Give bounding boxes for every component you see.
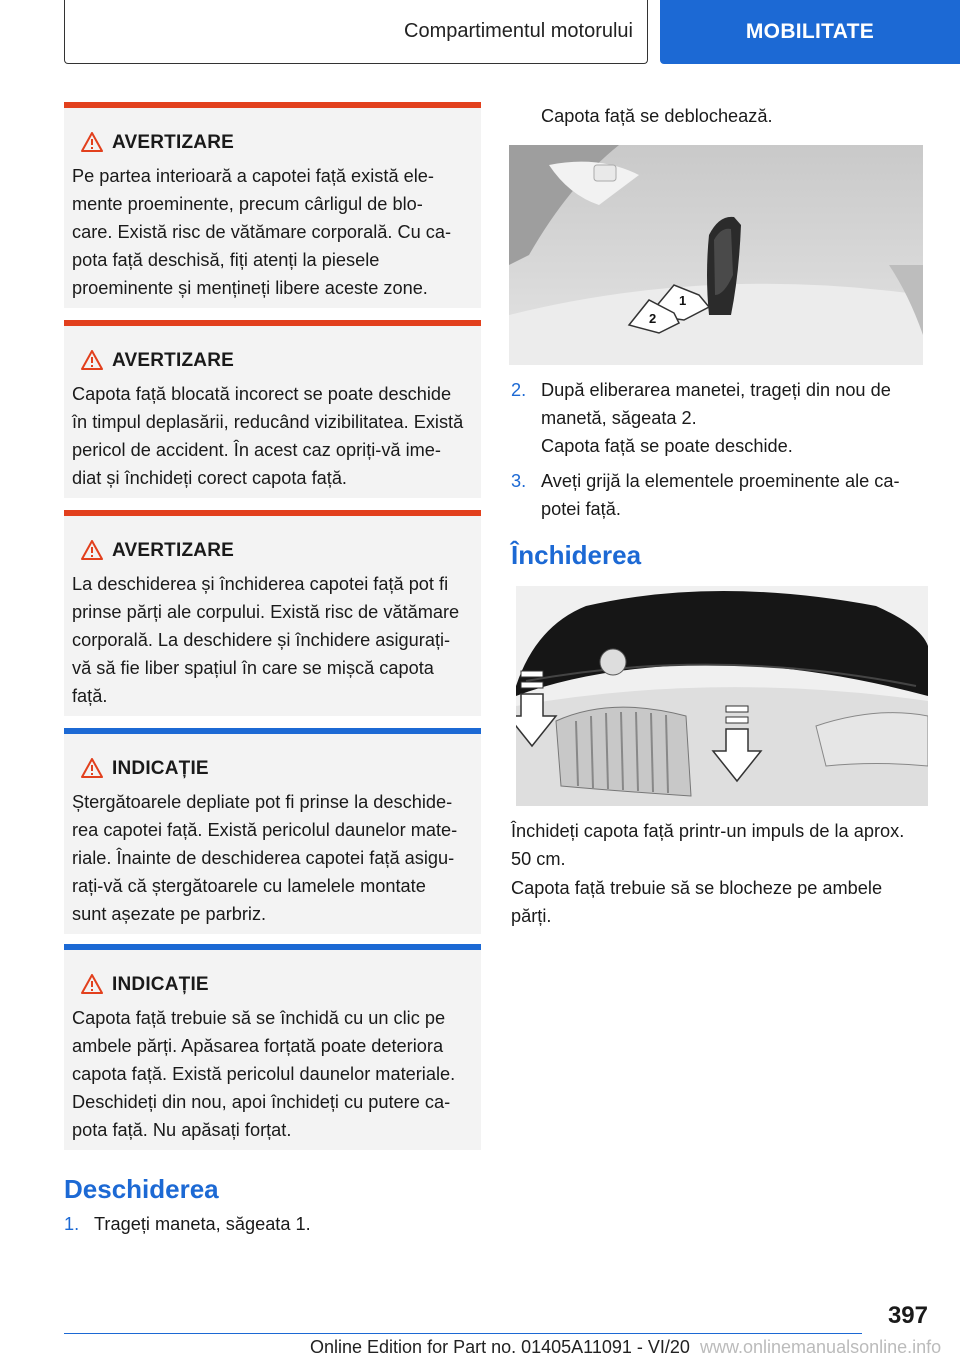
section-title: Compartimentul motorului <box>404 20 633 42</box>
warning-box <box>64 102 481 308</box>
info-box <box>64 728 481 934</box>
step-2 <box>511 376 891 432</box>
warning-triangle-icon <box>72 132 112 154</box>
warning-triangle-icon <box>72 974 112 996</box>
watermark[interactable]: www.onlinemanualsonline.info <box>700 1337 942 1357</box>
step-number: 1. <box>64 1214 80 1234</box>
step-text: Trageți maneta, săgeata 1. <box>94 1214 311 1234</box>
heading-closing: Închiderea <box>511 540 642 570</box>
note-title: AVERTIZARE <box>112 350 234 371</box>
step-number: 2. <box>511 380 527 400</box>
hood-release-lever-image <box>509 145 923 365</box>
chapter-title: MOBILITATE <box>745 20 875 43</box>
step-number: 3. <box>511 471 527 491</box>
note-title: AVERTIZARE <box>112 132 234 153</box>
note-title: INDICAȚIE <box>112 974 209 995</box>
warning-box <box>64 320 481 498</box>
note-body: La deschiderea și închiderea capotei față pot fi prinse părți ale corpului. Există risc de vătămare corporală. La deschidere și închidere asigurați- vă să fie liber spațiul în care se mișcă capota față. <box>72 574 460 706</box>
step-text: După eliberarea manetei, trageți din nou de manetă, săgeata 2. <box>541 380 891 428</box>
note-body: Ștergătoarele depliate pot fi prinse la deschide- rea capotei față. Există pericolul daunelor mate- riale. Înainte de deschiderea capotei față asigu- rați-vă că ștergătoarele cu lamelele montate sunt așezate pe parbriz. <box>72 792 458 924</box>
warning-triangle-icon <box>72 350 112 372</box>
warning-triangle-icon <box>72 758 112 780</box>
step-3 <box>511 467 900 523</box>
chapter-tab[interactable] <box>660 0 960 64</box>
heading-opening: Deschiderea <box>64 1174 219 1204</box>
step-1-result: Capota față se deblochează. <box>541 106 773 126</box>
step-text: Aveți grijă la elementele proeminente ale ca- potei față. <box>541 471 900 519</box>
note-body: Capota față trebuie să se închidă cu un clic pe ambele părți. Apăsarea forțată poate deteriora capota față. Există pericolul daunelor materiale. Deschideți din nou, apoi închideți cu putere ca- pota față. Nu apăsați forțat. <box>72 1008 456 1140</box>
note-body: Pe partea interioară a capotei față există ele- mente proeminente, precum cârligul de blo- care. Există risc de vătămare corporală. Cu ca- pota față deschisă, fiți atenți la piesele proeminente și mențineți libere aceste zone. <box>72 166 452 298</box>
closing-paragraph-2: Capota față trebuie să se blocheze pe ambele părți. <box>511 878 883 926</box>
info-box <box>64 944 481 1150</box>
warning-box <box>64 510 481 716</box>
step-2-result: Capota față se poate deschide. <box>541 436 793 456</box>
arrow-label: 2 <box>649 311 657 326</box>
hood-closing-image <box>516 586 928 806</box>
page-number: 397 <box>887 1302 928 1329</box>
footer-edition: Online Edition for Part no. 01405A11091 - VI/20 <box>310 1337 690 1357</box>
note-title: INDICAȚIE <box>112 758 209 779</box>
closing-paragraph-1: Închideți capota față printr-un impuls de la aprox. 50 cm. <box>511 821 905 869</box>
footer-divider <box>64 1333 862 1334</box>
step-1 <box>64 1210 311 1238</box>
warning-triangle-icon <box>72 540 112 562</box>
note-title: AVERTIZARE <box>112 540 234 561</box>
arrow-label: 1 <box>679 293 687 308</box>
section-title-tab <box>64 0 648 64</box>
note-body: Capota față blocată incorect se poate deschide în timpul deplasării, reducând vizibilitatea. Există pericol de accident. În acest caz opriți-vă ime- diat și închideți corect capota față. <box>72 384 464 488</box>
